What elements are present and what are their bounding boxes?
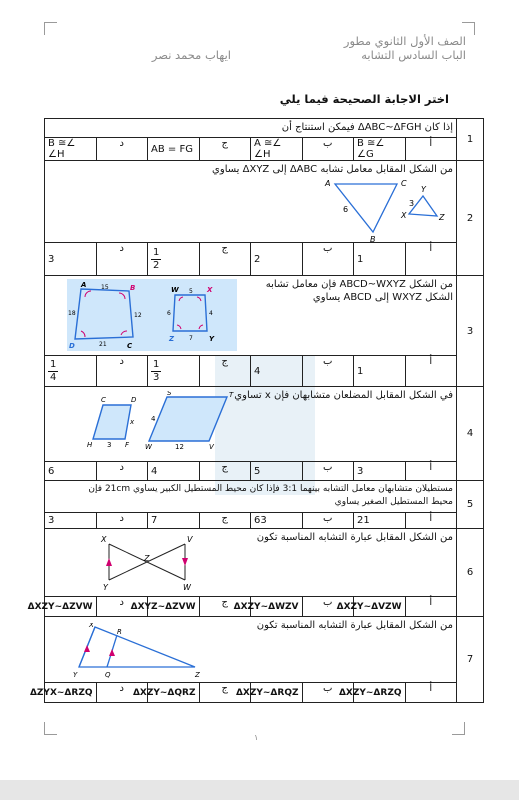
- figure-nested-triangles: [65, 623, 205, 679]
- option-value[interactable]: 3: [45, 243, 97, 276]
- vertex-label: Z: [195, 671, 200, 679]
- option-value[interactable]: AB = FG: [148, 138, 200, 161]
- question-cell: [45, 481, 457, 513]
- figure-parallelograms: [85, 391, 245, 449]
- vertex-label: W: [171, 286, 179, 294]
- numerator: 1: [50, 358, 57, 370]
- option-value[interactable]: ΔXZY~ΔWZV: [251, 597, 303, 617]
- vertex-label: D: [131, 396, 137, 404]
- vertex-label: A: [81, 281, 87, 289]
- question-number: 2: [457, 161, 484, 276]
- figure-triangles: [313, 176, 453, 242]
- vertex-label: B: [130, 284, 136, 292]
- option-value[interactable]: ∠A ≅ ∠H: [251, 138, 303, 161]
- fraction: [48, 359, 58, 384]
- option-letter: ب: [302, 513, 354, 529]
- side-label: 3: [107, 441, 112, 449]
- vertex-label: X: [401, 211, 407, 220]
- fraction: [151, 359, 161, 384]
- question-text-line1: من الشكل ABCD~WXYZ فإن معامل تشابه: [265, 279, 453, 290]
- option-value[interactable]: 4: [251, 356, 303, 387]
- question-text-line2: محيط المستطيل الصغير يساوي: [334, 497, 453, 507]
- option-letter: أ: [405, 356, 457, 387]
- option-letter: ب: [302, 138, 354, 161]
- question-text-line2: الشكل WXYZ إلى ABCD يساوي: [312, 292, 453, 303]
- vertex-label: Z: [169, 335, 175, 343]
- option-letter: ج: [199, 243, 251, 276]
- option-value[interactable]: ΔXZY~ΔRZQ: [354, 683, 406, 703]
- option-value[interactable]: 63: [251, 513, 303, 529]
- option-value[interactable]: [148, 356, 200, 387]
- vertex-label: Z: [439, 213, 445, 222]
- vertex-label: C: [127, 342, 133, 350]
- option-value[interactable]: ΔXZY~ΔQRZ: [148, 683, 200, 703]
- option-letter: أ: [405, 513, 457, 529]
- vertex-label: X: [207, 286, 213, 294]
- side-label: 4: [209, 310, 213, 317]
- question-text: إذا كان ΔABC~ΔFGH فيمكن استنتاج أن: [45, 119, 457, 138]
- option-value[interactable]: [45, 356, 97, 387]
- question-cell: [45, 387, 457, 462]
- vertex-label: T: [229, 391, 234, 399]
- vertex-label: W: [183, 583, 191, 592]
- vertex-label: Y: [73, 671, 78, 679]
- question-cell: [45, 529, 457, 597]
- option-value[interactable]: ΔXZY~ΔRQZ: [251, 683, 303, 703]
- option-value[interactable]: [148, 243, 200, 276]
- figure-quadrilaterals: [67, 279, 237, 351]
- option-value[interactable]: ΔZYX~ΔRZQ: [45, 683, 97, 703]
- option-letter: ج: [199, 597, 251, 617]
- option-value[interactable]: ∠B ≅ ∠H: [45, 138, 97, 161]
- vertex-label: Y: [103, 583, 108, 592]
- option-letter: ج: [199, 462, 251, 481]
- crop-mark: [44, 722, 57, 735]
- question-text: في الشكل المقابل المضلعان متشابهان فإن x تساوي: [234, 390, 453, 401]
- denominator: 3: [153, 371, 160, 383]
- option-value[interactable]: ΔXZY~ΔZVW: [45, 597, 97, 617]
- question-number: 1: [457, 119, 484, 161]
- option-letter: أ: [405, 138, 457, 161]
- side-label: x: [130, 418, 135, 426]
- option-letter: ج: [199, 356, 251, 387]
- option-letter: ج: [199, 513, 251, 529]
- question-text: من الشكل المقابل عبارة التشابه المناسبة تكون: [256, 620, 453, 631]
- questions-table: [27, 118, 484, 703]
- question-cell: [45, 161, 457, 243]
- side-label: 12: [175, 443, 184, 449]
- vertex-label: R: [117, 628, 122, 636]
- option-value[interactable]: 21: [354, 513, 406, 529]
- option-value[interactable]: ΔXYZ~ΔZVW: [148, 597, 200, 617]
- question-number: 3: [457, 276, 484, 387]
- vertex-label: X: [101, 535, 107, 544]
- crop-mark: [44, 22, 57, 35]
- side-label: 21: [99, 341, 107, 348]
- vertex-label: X: [89, 623, 94, 629]
- option-letter: د: [96, 356, 148, 387]
- option-value[interactable]: 7: [148, 513, 200, 529]
- option-letter: ج: [199, 138, 251, 161]
- question-number: 6: [457, 529, 484, 617]
- vertex-label: V: [209, 443, 214, 449]
- question-cell: [45, 276, 457, 356]
- option-value[interactable]: 3: [354, 462, 406, 481]
- crop-mark: [452, 722, 465, 735]
- vertex-label: Z: [144, 554, 150, 563]
- instruction-title: اختر الاجابة الصحيحة فيما يلي: [279, 92, 449, 106]
- option-value[interactable]: 1: [354, 243, 406, 276]
- option-letter: أ: [405, 597, 457, 617]
- option-value[interactable]: 6: [45, 462, 97, 481]
- header-grade: الصف الأول الثانوي مطور: [343, 34, 466, 48]
- option-letter: ج: [199, 683, 251, 703]
- side-label: 6: [167, 310, 171, 317]
- option-letter: أ: [405, 462, 457, 481]
- option-value[interactable]: 1: [354, 356, 406, 387]
- page-number: ١: [254, 733, 259, 742]
- vertex-label: Y: [421, 185, 426, 194]
- option-letter: ب: [302, 462, 354, 481]
- numerator: 1: [153, 246, 160, 258]
- option-letter: ب: [302, 683, 354, 703]
- side-label: 4: [151, 415, 156, 423]
- option-letter: د: [96, 462, 148, 481]
- side-label: 18: [68, 310, 76, 317]
- question-cell: [45, 617, 457, 683]
- vertex-label: Y: [209, 335, 215, 343]
- question-text-line1: مستطيلان متشابهان معامل التشابه بينهما 3:1 فإذا كان محيط المستطيل الكبير يساوي 21cm فإن: [88, 484, 453, 494]
- option-letter: أ: [405, 243, 457, 276]
- option-value[interactable]: ∠B ≅ ∠G: [354, 138, 406, 161]
- side-label: 15: [101, 284, 109, 291]
- vertex-label: C: [401, 179, 407, 188]
- fraction: [151, 247, 161, 272]
- option-letter: ب: [302, 243, 354, 276]
- option-letter: ب: [302, 597, 354, 617]
- option-letter: د: [96, 683, 148, 703]
- side-label: 3: [409, 199, 415, 208]
- figure-bowtie: [95, 534, 215, 592]
- option-letter: د: [96, 597, 148, 617]
- vertex-label: B: [370, 235, 376, 242]
- header-chapter: الباب السادس التشابه: [361, 48, 466, 62]
- question-text: من الشكل المقابل معامل تشابه ΔABC إلى ΔXYZ يساوي: [212, 164, 453, 175]
- viewer-background: [0, 780, 519, 800]
- vertex-label: C: [101, 396, 106, 404]
- option-letter: أ: [405, 683, 457, 703]
- option-value[interactable]: 5: [251, 462, 303, 481]
- side-label: 5: [189, 288, 193, 295]
- question-number: 4: [457, 387, 484, 481]
- option-value[interactable]: 4: [148, 462, 200, 481]
- question-number: 7: [457, 617, 484, 703]
- side-label: 12: [134, 312, 142, 319]
- vertex-label: A: [325, 179, 331, 188]
- question-text: من الشكل المقابل عبارة التشابه المناسبة تكون: [256, 532, 453, 543]
- denominator: 2: [153, 259, 160, 271]
- vertex-label: H: [87, 441, 93, 449]
- header-author: ايهاب محمد نصر: [151, 48, 231, 62]
- vertex-label: D: [69, 342, 75, 350]
- vertex-label: V: [187, 535, 193, 544]
- side-label: 6: [343, 205, 349, 214]
- side-label: 7: [189, 335, 193, 342]
- option-value[interactable]: 2: [251, 243, 303, 276]
- vertex-label: F: [125, 441, 130, 449]
- option-letter: د: [96, 243, 148, 276]
- option-letter: د: [96, 513, 148, 529]
- option-value[interactable]: 3: [45, 513, 97, 529]
- vertex-label: Q: [105, 671, 111, 679]
- vertex-label: S: [167, 391, 172, 397]
- question-number: 5: [457, 481, 484, 529]
- denominator: 4: [50, 371, 57, 383]
- option-letter: د: [96, 138, 148, 161]
- vertex-label: W: [145, 443, 152, 449]
- option-letter: ب: [302, 356, 354, 387]
- option-value[interactable]: ΔXZY~ΔVZW: [354, 597, 406, 617]
- numerator: 1: [153, 358, 160, 370]
